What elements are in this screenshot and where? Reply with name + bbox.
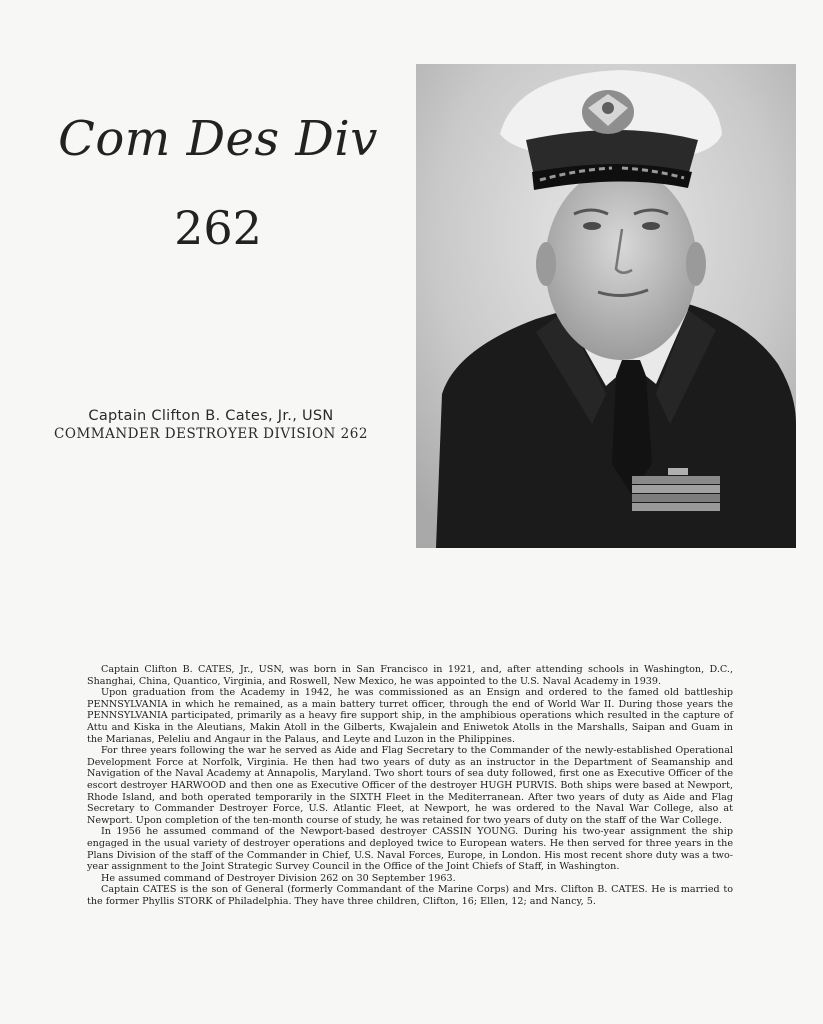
bio-paragraph: Upon graduation from the Academy in 1942, he was commissioned as an Ensign and ordered to the famed old battleship PENNSYLVANIA in which he remained, as a main battery turret officer, through the end of World War II. During those years the PENNSYLVANIA participated, primarily as a heavy fire support ship, in the amphibious operations which resulted in the capture of Attu and Kiska in the Aleutians, Makin Atoll in the Gilberts, Kwajalein and Eniwetok Atolls in the Marshalls, Saipan and Guam in the Marianas, Peleliu and Angaur in the Palaus, and Leyte and Luzon in the Philippines.: [87, 687, 733, 745]
officer-name: Captain Clifton B. Cates, Jr., USN: [88, 408, 334, 424]
bio-paragraph: In 1956 he assumed command of the Newport-based destroyer CASSIN YOUNG. During his two-year assignment the ship engaged in the usual variety of destroyer operations and deployed twice to European waters. He then served for three years in the Plans Division of the staff of the Commander in Chief, U.S. Naval Forces, Europe, in London. His most recent shore duty was a two-year assignment to the Joint Strategic Survey Council in the Office of the Joint Chiefs of Staff, in Washington.: [87, 826, 733, 873]
cap-badge-icon: [582, 90, 634, 134]
bio-paragraph: Captain CATES is the son of General (formerly Commandant of the Marine Corps) and Mrs. Clifton B. CATES. He is married to the former Phyllis STORK of Philadelphia. They have three children, Clifton, 16; Ellen, 12; and Nancy, 5.: [87, 884, 733, 907]
portrait-caption: [20, 407, 402, 443]
page-title: Com Des Div: [58, 111, 378, 167]
officer-role: COMMANDER DESTROYER DIVISION 262: [54, 426, 368, 442]
bio-paragraph: He assumed command of Destroyer Division 262 on 30 September 1963.: [101, 872, 456, 884]
portrait-photo: [416, 64, 796, 548]
bio-paragraph: Captain Clifton B. CATES, Jr., USN, was born in San Francisco in 1921, and, after attending schools in Washington, D.C., Shanghai, China, Quantico, Virginia, and Roswell, New Mexico, he was appointed to the U.S. Naval Academy in 1939.: [87, 664, 733, 687]
bio-paragraph: For three years following the war he served as Aide and Flag Secretary to the Commander of the newly-established Operational Development Force at Norfolk, Virginia. He then had two years of duty as an instructor in the Department of Seamanship and Navigation of the Naval Academy at Annapolis, Maryland. Two short tours of sea duty followed, first one as Executive Officer of the escort destroyer HARWOOD and then one as Executive Officer of the destroyer HUGH PURVIS. Both ships were based at Newport, Rhode Island, and both operated temporarily in the SIXTH Fleet in the Mediterranean. After two years of duty as Aide and Flag Secretary to Commander Destroyer Force, U.S. Atlantic Fleet, at Newport, he was ordered to the Naval War College, also at Newport. Upon completion of the ten-month course of study, he was retained for two years of duty on the staff of the War College.: [87, 745, 733, 826]
biography: [87, 664, 733, 907]
face: [545, 168, 697, 360]
division-number: 262: [174, 201, 262, 255]
